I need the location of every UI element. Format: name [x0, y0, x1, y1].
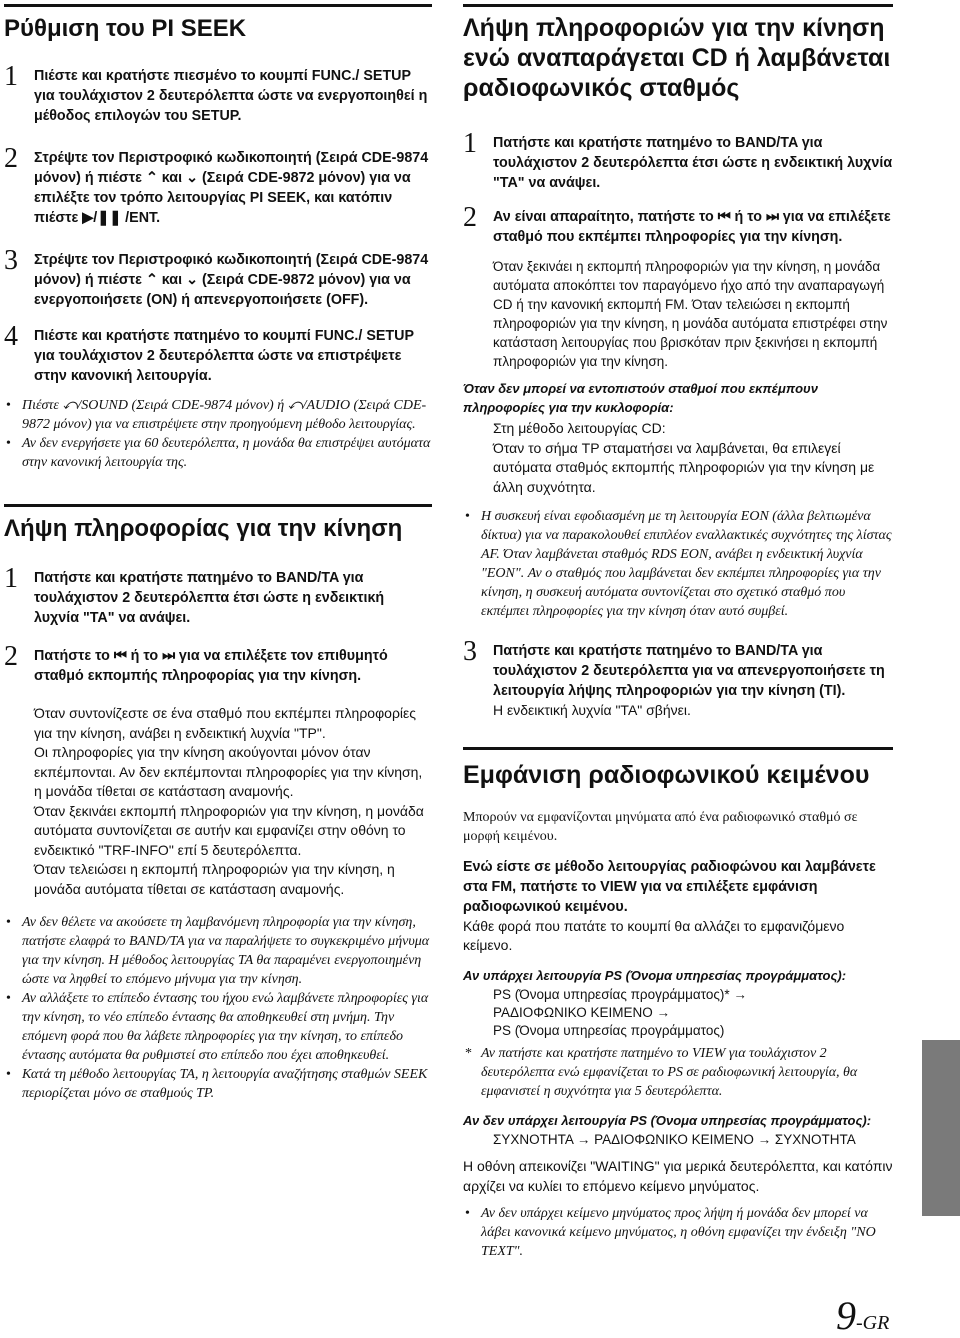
radio-text-intro: Μπορούν να εμφανίζονται μηνύματα από ένα ραδιοφωνικό σταθμό σε μορφή κειμένου.	[463, 809, 858, 844]
pi-seek-title: Ρύθμιση του PI SEEK	[4, 15, 247, 42]
no-station-mode: Στη μέθοδο λειτουργίας CD:	[493, 420, 666, 436]
pi-seek-step-3	[4, 245, 432, 310]
cd-traffic-step2-body: Όταν ξεκινάει η εκπομπή πληροφοριών για την κίνηση, η μονάδα αυτόματα αποκόπτει τον παραγόμενο ήχο από την αναπαραγωγή CD ή την κανονική εκπομπή FM. Όταν τελειώσει η εκπομπή πληροφοριών για την κίνηση, η μονάδα αυτόματα επιστρέφει στην κατάσταση λειτουργίας που βρισκόταν πριν ξεκινήσει η εκπομπή πληροφοριών για την κίνηση.	[493, 259, 888, 369]
note-item: • Αν δεν θέλετε να ακούσετε τη λαμβανόμενη πληροφορία για την κίνηση, πατήστε ελαφρά το BAND/TA για να παραλήψετε το συγκεκριμένο μήνυμα για την κίνηση. Η μέθοδος λειτουργίας TA θα παραμένει ενεργοποιημένη ώστε να ληφθεί το επόμενο μήνυμα για την κίνηση.	[4, 913, 432, 989]
waiting-text: Η οθόνη απεικονίζει "WAITING" για μερικά δευτερόλεπτα, και κατόπιν αρχίζει να κυλίει το επόμενο κείμενο μηνύματος.	[463, 1158, 893, 1194]
body-paragraph: Όταν συντονίζεστε σε ένα σταθμό που εκπέμπει πληροφορίες για την κίνηση, ανάβει η ενδεικτική λυχνία "TP".	[34, 705, 417, 741]
nops-line: ΣΥΧΝΟΤΗΤΑ → ΡΑΔΙΟΦΩΝΙΚΟ ΚΕΙΜΕΝΟ → ΣΥΧΝΟΤΗΤΑ	[493, 1131, 856, 1147]
pi-seek-step-1	[4, 61, 432, 126]
ps-note: * Αν πατήστε και κρατήστε πατημένο το VIEW για τουλάχιστον 2 δευτερόλεπτα ενώ εμφανίζεται το PS σε ραδιοφωνική λειτουργία, θα εμφανιστεί η συχνότητα για 5 δευτερόλεπτα.	[463, 1044, 893, 1101]
cd-traffic-step-1	[463, 128, 893, 193]
ps-heading: Αν υπάρχει λειτουργία PS (Όνομα υπηρεσίας προγράμματος):	[463, 967, 847, 983]
cd-traffic-steps	[463, 128, 893, 247]
step-text: Πατήστε το ⏮ ή το ⏭ για να επιλέξετε τον επιθυμητό σταθμό εκπομπής πληροφορίας για την κίνηση.	[34, 648, 388, 684]
step-number: 3	[463, 636, 477, 667]
step-text: Στρέψτε τον Περιστροφικό κωδικοποιητή (Σειρά CDE-9874 μόνον) ή πιέστε ⌃ και ⌄ (Σειρά CDE-9872 μόνον) για να ενεργοποιήσετε (ON) ή απενεργοποιήσετε (OFF).	[34, 252, 429, 308]
traffic-step-2	[4, 641, 432, 686]
no-station-heading: Όταν δεν μπορεί να εντοπιστούν σταθμοί που εκπέμπουν πληροφορίες για την κυκλοφορία:	[463, 381, 818, 415]
cd-traffic-title: Λήψη πληροφοριών για την κίνηση ενώ αναπαράγεται CD ή λαμβάνεται ραδιοφωνικός σταθμός	[463, 14, 891, 102]
radio-text-instruction: Ενώ είστε σε μέθοδο λειτουργίας ραδιοφώνου και λαμβάνετε στα FM, πατήστε το VIEW για να επιλέξετε εμφάνιση ραδιοφωνικού κειμένου.	[463, 858, 876, 915]
step-number: 2	[4, 641, 18, 672]
body-paragraph: Όταν ξεκινάει εκπομπή πληροφοριών για την κίνηση, η μονάδα αυτόματα συντονίζεται σε αυτήν και εμφανίζει στην οθόνη το ενδεικτικό "TRF-INFO" επί 5 δευτερόλεπτα.	[34, 802, 424, 858]
cd-traffic-step-3	[463, 636, 893, 721]
radio-text-title: Εμφάνιση ραδιοφωνικού κειμένου	[463, 760, 870, 789]
pi-seek-notes	[4, 396, 432, 472]
note-item: • Αν αλλάξετε το επίπεδο έντασης του ήχου ενώ λαμβάνετε πληροφορίες για την κίνηση, το νέο επίπεδο έντασης θα αποθηκευθεί στη μνήμη. Την επόμενη φορά που θα λάβετε πληροφορίες για την κίνηση, το επίπεδο έντασης αυτόματα θα ρυθμιστεί στο επίπεδο που έχει αποθηκευθεί.	[4, 989, 432, 1065]
ps-lines	[463, 986, 893, 1040]
no-station-body: Όταν το σήμα TP σταματήσει να λαμβάνεται, θα επιλεγεί αυτόματα σταθμός εκπομπής πληροφοριών για την κίνηση με άλλη συχνότητα.	[493, 439, 875, 495]
step-number: 4	[4, 321, 18, 352]
step-number: 1	[4, 61, 18, 92]
note-item: • Αν δεν ενεργήσετε για 60 δευτερόλεπτα, η μονάδα θα επιστρέψει αυτόματα στην κανονική λειτουργία της.	[4, 434, 432, 472]
page-number-digit: 9	[836, 1293, 856, 1338]
ps-line: PS (Όνομα υπηρεσίας προγράμματος)* →	[493, 986, 747, 1002]
left-column	[4, 0, 432, 1103]
page-number	[836, 1293, 890, 1338]
step-number: 2	[4, 143, 18, 174]
ps-line: ΡΑΔΙΟΦΩΝΙΚΟ ΚΕΙΜΕΝΟ →	[493, 1004, 670, 1020]
body-paragraph: Όταν τελειώσει η εκπομπή πληροφοριών για την κίνηση, η μονάδα αυτόματα τίθεται σε κατάσταση αναμονής.	[34, 861, 395, 897]
traffic-step-1	[4, 563, 432, 628]
traffic-steps	[4, 563, 432, 686]
traffic-title: Λήψη πληροφορίας για την κίνηση	[4, 515, 403, 542]
pi-seek-steps	[4, 61, 432, 386]
step-text: Στρέψτε τον Περιστροφικό κωδικοποιητή (Σειρά CDE-9874 μόνον) ή πιέστε ⌃ και ⌄ (Σειρά CDE-9872 μόνον) για να επιλέξτε τον τρόπο λειτουργίας PI SEEK, και κατόπιν πιέστε ▶/❚❚ /ENT.	[34, 150, 429, 226]
step-text: Πατήστε και κρατήστε πατημένο το BAND/TA για τουλάχιστον 2 δευτερόλεπτα έτσι ώστε η ενδεικτική λυχνία "TA" να ανάψει.	[34, 570, 385, 626]
page-number-suffix: -GR	[856, 1312, 890, 1334]
right-column	[463, 0, 893, 1261]
step-number: 1	[463, 128, 477, 159]
body-paragraph: Οι πληροφορίες για την κίνηση ακούγονται μόνον όταν εκπέμπονται. Αν δεν εκπέμπονται πληροφορίες για την κίνηση, η μονάδα τίθεται σε κατάσταση αναμονής.	[34, 744, 423, 799]
step-number: 1	[4, 563, 18, 594]
radio-text-instruction-body: Κάθε φορά που πατάτε το κουμπί θα αλλάζει το εμφανιζόμενο κείμενο.	[463, 917, 845, 953]
step-number: 3	[4, 245, 18, 276]
step-text: Πατήστε και κρατήστε πατημένο το BAND/TA για τουλάχιστον 2 δευτερόλεπτα για να απενεργοποιήσετε τη λειτουργία λήψης πληροφοριών για την κίνηση (TI).	[493, 643, 885, 699]
cd-traffic-step-2	[463, 202, 893, 247]
pi-seek-step-4	[4, 321, 432, 386]
note-item: • Κατά τη μέθοδο λειτουργίας TA, η λειτουργία αναζήτησης σταθμών SEEK περιορίζεται μόνο σε σταθμούς TP.	[4, 1065, 432, 1103]
side-tab-marker	[922, 1040, 960, 1216]
nops-heading: Αν δεν υπάρχει λειτουργία PS (Όνομα υπηρεσίας προγράμματος):	[463, 1112, 872, 1128]
traffic-body	[4, 704, 432, 899]
step-text: Πατήστε και κρατήστε πατημένο το BAND/TA για τουλάχιστον 2 δευτερόλεπτα έτσι ώστε η ενδεικτική λυχνία "TA" να ανάψει.	[493, 135, 893, 191]
note-item: • Πιέστε ⤺/SOUND (Σειρά CDE-9874 μόνον) ή ⤺/AUDIO (Σειρά CDE-9872 μόνον) για να επιστρέψετε στην προηγούμενη μέθοδο λειτουργίας.	[4, 396, 432, 434]
step-after-text: Η ενδεικτική λυχνία "TA" σβήνει.	[493, 702, 691, 718]
step-number: 2	[463, 202, 477, 233]
ps-line: PS (Όνομα υπηρεσίας προγράμματος)	[493, 1022, 725, 1038]
no-text-note: • Αν δεν υπάρχει κείμενο μηνύματος προς λήψη ή μονάδα δεν μπορεί να λάβει κανονικά κείμενο μηνύματος, η οθόνη εμφανίζει την ένδειξη "NO TEXT".	[463, 1204, 893, 1261]
step-text: Πιέστε και κρατήστε πατημένο το κουμπί FUNC./ SETUP για τουλάχιστον 2 δευτερόλεπτα ώστε να επιστρέψετε στην κανονική λειτουργία.	[34, 328, 414, 384]
traffic-notes	[4, 913, 432, 1103]
pi-seek-step-2	[4, 143, 432, 228]
step-text: Πιέστε και κρατήστε πιεσμένο το κουμπί FUNC./ SETUP για τουλάχιστον 2 δευτερόλεπτα ώστε να ενεργοποιηθεί η μέθοδος επιλογών του SETUP.	[34, 68, 428, 124]
eon-note: • Η συσκευή είναι εφοδιασμένη με τη λειτουργία EON (άλλα βελτιωμένα δίκτυα) για να παρακολουθεί επιπλέον εναλλακτικές συχνότητες της λίστας AF. Όταν λαμβάνεται σταθμός RDS EON, ανάβει η ενδεικτική λυχνία "EON". Αν ο σταθμός που λαμβάνεται δεν εκπέμπει πληροφορίες για την κίνηση, η συσκευή αυτόματα συντονίζεται στο σχετικό σταθμό που εκπέμπει πληροφορίες για την κίνηση όταν αυτό συμβεί.	[463, 507, 893, 621]
step-text: Αν είναι απαραίτητο, πατήστε το ⏮ ή το ⏭ για να επιλέξετε σταθμό που εκπέμπει πληροφορίες για την κίνηση.	[493, 209, 891, 245]
